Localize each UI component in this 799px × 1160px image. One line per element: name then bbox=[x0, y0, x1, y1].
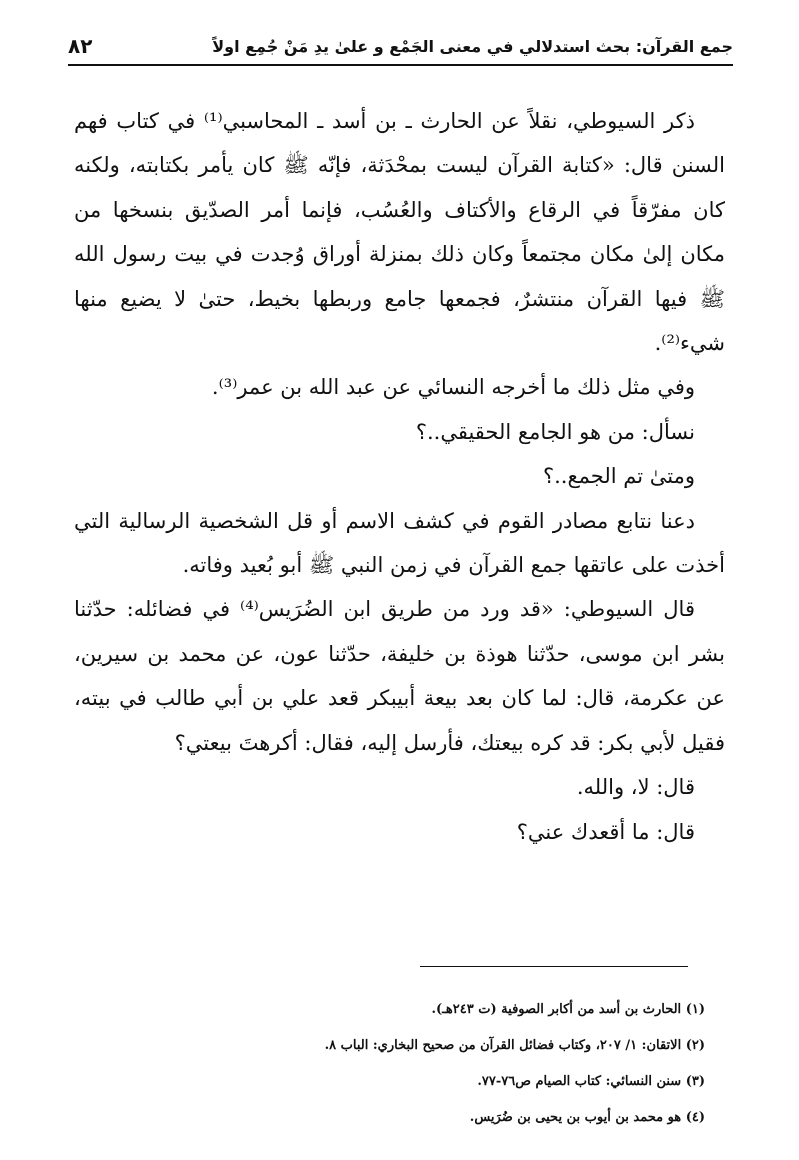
footnote-2: (٢) الاتقان: ١/ ٢٠٧، وكتاب فضائل القرآن من صحيح البخاري: الباب ٨. bbox=[324, 1038, 705, 1053]
paragraph-6: قال السيوطي: «قد ورد من طريق ابن الضُرَيس⁽⁴⁾ في فضائله: حدّثنا بشر ابن موسى، حدّثنا هوذة بن خليفة، حدّثنا عون، عن محمد بن سيرين، عن عكرمة، قال: لما كان بعد بيعة أبيبكر قعد علي بن أبي طالب في بيته، فقيل لأبي بكر: قد كره بيعتك، فأرسل إليه، فقال: أكرهتَ بيعتي؟ bbox=[74, 597, 725, 755]
paragraph-7: قال: لا، والله. bbox=[576, 775, 695, 800]
paragraph-5: دعنا نتابع مصادر القوم في كشف الاسم أو قل الشخصية الرسالية التي أخذت على عاتقها جمع القرآن في زمن النبي ﷺ أبو بُعيد وفاته. bbox=[74, 508, 725, 578]
footnotes bbox=[74, 992, 705, 1136]
paragraph-3: نسأل: من هو الجامع الحقيقي..؟ bbox=[415, 419, 695, 444]
paragraph-8: قال: ما أقعدك عني؟ bbox=[516, 819, 695, 844]
header-rule bbox=[68, 64, 733, 66]
page-number: ٨٢ bbox=[68, 34, 93, 58]
paragraph-2: وفي مثل ذلك ما أخرجه النسائي عن عبد الله بن عمر⁽³⁾. bbox=[211, 375, 695, 400]
footnote-4: (٤) هو محمد بن أيوب بن يحيى بن ضُرَيس. bbox=[469, 1110, 705, 1125]
footnote-1: (١) الحارث بن أسد من أكابر الصوفية (ت ٢٤٣هـ). bbox=[431, 1002, 705, 1017]
footnote-separator bbox=[420, 966, 688, 967]
header-title: جمع القرآن: بحث استدلالي في معنى الجَمْع و علىٰ يدِ مَنْ جُمِع اولاً bbox=[212, 36, 733, 56]
main-text bbox=[74, 99, 725, 854]
paragraph-4: ومتىٰ تم الجمع..؟ bbox=[542, 464, 695, 489]
footnote-3: (٣) سنن النسائي: كتاب الصيام ص٧٦-٧٧. bbox=[477, 1074, 705, 1089]
running-header bbox=[68, 32, 733, 60]
paragraph-1: ذكر السيوطي، نقلاً عن الحارث ـ بن أسد ـ المحاسبي⁽¹⁾ في كتاب فهم السنن قال: «كتابة القرآن ليست بمحْدَثة، فإنّه ﷺ كان يأمر بكتابته، ولكنه كان مفرّقاً في الرقاع والأكتاف والعُسُب، فإنما أمر الصدّيق بنسخها من مكان إلىٰ مكان مجتمعاً وكان ذلك بمنزلة أوراق وُجدت في بيت رسول الله ﷺ فيها القرآن منتشرٌ، فجمعها جامع وربطها بخيط، حتىٰ لا يضيع منها شيء⁽²⁾. bbox=[74, 109, 725, 356]
